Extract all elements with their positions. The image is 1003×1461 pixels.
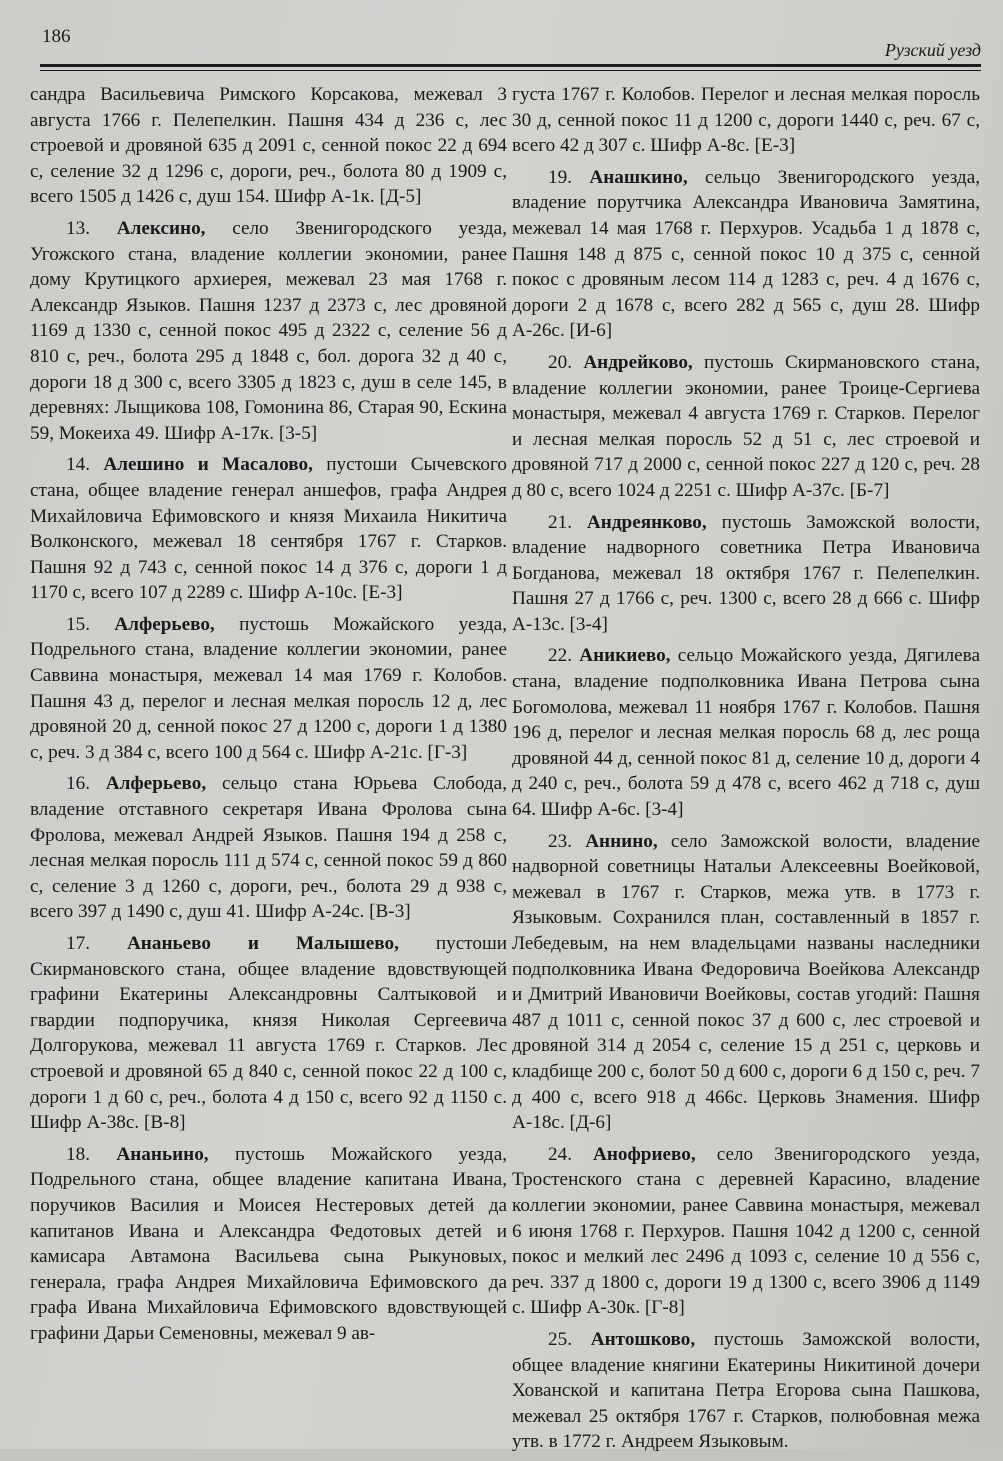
entry-place-name: Ананьево и Малышево, bbox=[126, 933, 399, 954]
entry-text: сандра Васильевича Римского Корсакова, межевал 3 августа 1766 г. Пелепелкин. Пашня 434 д 236 с, лес строевой и дровяной 635 д 2091 с, сенной покос 22 д 694 с, селение 32 д 1296 с, дороги, реч., болота 80 д 1909 с, всего 1505 д 1426 с, душ 154. Шифр А-1к. [Д-5] bbox=[30, 84, 507, 208]
right-column bbox=[512, 82, 980, 1461]
entry-place-name: Алферьево, bbox=[105, 773, 207, 795]
entry-place-name: Анашкино, bbox=[589, 166, 688, 188]
entry-number: 15. bbox=[66, 613, 90, 635]
left-column bbox=[30, 82, 507, 1353]
entry-number: 16. bbox=[66, 773, 90, 795]
entry-text: пустошь Заможской волости, общее владение княгини Екатерины Никитиной дочери Хованской и капитана Петра Егорова сына Пашкова, межевал 25 октября 1767 г. Старков, полюбовная межа утв. в 1772 г. Андреем Языковым. bbox=[512, 1328, 980, 1453]
entry-text: село Звенигородского уезда, Тростенского стана с деревней Карасино, владение коллегии экономии, ранее Саввина монастыря, межевал 6 июня 1768 г. Перхуров. Пашня 1042 д 1200 с, сенной покос и мелкий лес 2496 д 1093 с, селение 10 д 556 с, реч. 337 д 1800 с, дороги 19 д 1300 с, всего 3906 д 1149 с. Шифр А-30к. [Г-8] bbox=[512, 1143, 981, 1319]
entry-text: пустошь Можайского уезда, Подрельного стана, владение коллегии экономии, ранее Саввина монастыря, межевал 14 мая 1769 г. Колобов. Пашня 43 д, перелог и лесная мелкая поросль 12 д, лес дровяной 20 д, сенной покос 27 д 1200 с, дороги 1 д 1380 с, реч. 3 д 384 с, всего 100 д 564 с. Шифр А-21с. [Г-3] bbox=[30, 613, 507, 763]
entry-place-name: Алексино, bbox=[116, 217, 206, 239]
entry-number: 17. bbox=[66, 933, 90, 954]
catalog-entry bbox=[512, 1142, 980, 1321]
entry-text: пустошь Скирмановского стана, владение коллегии экономии, ранее Троице-Сергиева монастыря, межевал 4 августа 1769 г. Старков. Перелог и лесная мелкая поросль 52 д 51 с, лес строевой и дровяной 717 д 2000 с, сенной покос 227 д 120 с, реч. 28 д 80 с, всего 1024 д 2251 с. Шифр А-37с. [Б-7] bbox=[512, 351, 981, 501]
running-head: Рузский уезд bbox=[884, 40, 981, 60]
entry-text: село Заможской волости, владение надворной советницы Натальи Алексеевны Воейковой, межевал в 1767 г. Старков, межа утв. в 1773 г. Языковым. Сохранился план, составленный в 1857 г. Лебедевым, на нем владельцами названы наследники подполковника Ивана Федоровича Воейкова Александр и Дмитрий Ивановичи Воейковы, состав угодий: Пашня 487 д 1011 с, сенной покос 37 д 600 с, лес строевой и дровяной 314 д 2054 с, селение 15 д 251 с, церковь и кладбище 200 с, болот 50 д 600 с, дороги 6 д 150 с, реч. 7 д 400 с, всего 918 д 466с. Церковь Знамения. Шифр А-18с. [Д-6] bbox=[512, 830, 981, 1134]
catalog-entry bbox=[512, 1327, 980, 1455]
catalog-entry bbox=[30, 1142, 507, 1347]
catalog-entry bbox=[512, 350, 980, 504]
catalog-entry bbox=[512, 510, 980, 638]
entry-text: сельцо Можайского уезда, Дягилева стана, владение подполковника Ивана Петрова сына Богомолова, межевал 11 ноября 1767 г. Колобов. Пашня 196 д, перелог и лесная мелкая поросль 68 д, лес роща дровяной 44 д, сенной покос 81 д, селение 10 д, дороги 4 д 240 с, реч., болота 59 д 478 с, всего 462 д 718 с, душ 64. Шифр А-6с. [3-4] bbox=[512, 645, 980, 821]
entry-number: 23. bbox=[548, 830, 572, 852]
entry-number: 22. bbox=[548, 645, 572, 667]
entry-text: пустошь Заможской волости, владение надворного советника Петра Ивановича Богданова, межевал 18 октября 1767 г. Пелепелкин. Пашня 27 д 1766 с, реч. 1300 с, всего 28 д 666 с. Шифр А-13с. [3-4] bbox=[512, 511, 980, 635]
catalog-entry bbox=[30, 771, 507, 925]
catalog-entry bbox=[30, 82, 507, 210]
entry-number: 18. bbox=[66, 1143, 90, 1165]
entry-number: 20. bbox=[548, 351, 572, 373]
entry-place-name: Ананьино, bbox=[116, 1143, 209, 1165]
entry-place-name: Андреянково, bbox=[586, 511, 707, 533]
entry-place-name: Антошково, bbox=[590, 1328, 696, 1350]
entry-text: пустоши Сычевского стана, общее владение генерал аншефов, графа Андрея Михайловича Ефимовского и князя Михаила Никитича Волконского, межевал 18 сентября 1767 г. Старков. Пашня 92 д 743 с, сенной покос 14 д 376 с, дороги 1 д 1170 с, всего 107 д 2289 с. Шифр А-10с. [Е-3] bbox=[30, 454, 507, 604]
catalog-entry bbox=[512, 643, 980, 822]
entry-number: 24. bbox=[548, 1143, 572, 1165]
entry-text: пустоши Скирмановского стана, общее владение вдовствующей графини Екатерины Александровны Салтыковой и гвардии подпоручика, князя Николая Сергеевича Долгорукова, межевал 11 августа 1769 г. Старков. Лес строевой и дровяной 65 д 840 с, сенной покос 22 д 100 с, дороги 1 д 60 с, реч., болота 4 д 150 с, всего 92 д 1150 с. Шифр А-38с. [В-8] bbox=[30, 933, 508, 1134]
entry-text: сельцо стана Юрьева Слобода, владение отставного секретаря Ивана Фролова сына Фролова, межевал Андрей Языков. Пашня 194 д 258 с, лесная мелкая поросль 111 д 574 с, сенной покос 59 д 860 с, селение 3 д 1260 с, дороги, реч., болота 29 д 938 с, всего 397 д 1490 с, душ 41. Шифр А-24с. [В-3] bbox=[30, 773, 507, 923]
catalog-entry bbox=[30, 931, 507, 1136]
catalog-entry bbox=[30, 612, 507, 766]
entry-number: 19. bbox=[548, 166, 572, 188]
entry-text: густа 1767 г. Колобов. Перелог и лесная мелкая поросль 30 д, сенной покос 11 д 1200 с, дороги 1440 с, реч. 67 с, всего 42 д 307 с. Шифр А-8с. [Е-3] bbox=[512, 84, 980, 157]
entry-text: сельцо Звенигородского уезда, владение порутчика Александра Ивановича Замятина, межевал 14 мая 1768 г. Перхуров. Усадьба 1 д 1878 с, Пашня 148 д 875 с, сенной покос 10 д 375 с, сенной покос с дровяным лесом 114 д 1283 с, реч. 4 д 1676 с, дороги 2 д 1678 с, всего 282 д 565 с, душ 28. Шифр А-26с. [И-6] bbox=[512, 166, 981, 342]
entry-text: село Звенигородского уезда, Угожского стана, владение коллегии экономии, ранее дому Крутицкого архиерея, межевал 23 мая 1768 г. Александр Языков. Пашня 1237 д 2373 с, лес дровяной 1169 д 1330 с, сенной покос 495 д 2322 с, селение 56 д 810 с, реч., болота 295 д 1848 с, бол. дорога 32 д 40 с, дороги 18 д 300 с, всего 3305 д 1823 с, душ в селе 145, в деревнях: Лыщикова 108, Гомонина 86, Старая 90, Ескина 59, Мокеиха 49. Шифр А-17к. [3-5] bbox=[30, 217, 507, 444]
header-rule-thin bbox=[40, 70, 981, 71]
catalog-entry bbox=[512, 829, 980, 1136]
entry-number: 13. bbox=[66, 217, 90, 239]
entry-place-name: Алферьево, bbox=[114, 613, 215, 635]
entry-place-name: Анофриево, bbox=[593, 1143, 696, 1165]
entry-place-name: Алешино и Масалово, bbox=[103, 454, 313, 476]
page-number: 186 bbox=[42, 26, 71, 47]
entry-place-name: Андрейково, bbox=[583, 351, 693, 373]
entry-number: 14. bbox=[66, 454, 90, 476]
header-rule-thick bbox=[40, 64, 981, 67]
catalog-entry bbox=[30, 216, 507, 446]
catalog-entry bbox=[30, 452, 507, 606]
entry-number: 25. bbox=[548, 1328, 572, 1350]
entry-text: пустошь Можайского уезда, Подрельного стана, общее владение капитана Ивана, поручиков Василия и Моисея Нестеровых детей да капитанов Ивана и Александра Федотовых детей и камисара Автамона Васильева сына Рыкуновых, генерала, графа Андрея Михайловича Ефимовского да графа Ивана Михайловича Ефимовского вдовствующей графини Дарьи Семеновны, межевал 9 ав- bbox=[30, 1143, 508, 1344]
entry-number: 21. bbox=[548, 511, 572, 533]
entry-place-name: Аникиево, bbox=[579, 645, 671, 667]
catalog-entry bbox=[512, 165, 980, 344]
catalog-entry bbox=[512, 82, 980, 159]
entry-place-name: Аннино, bbox=[585, 830, 658, 852]
